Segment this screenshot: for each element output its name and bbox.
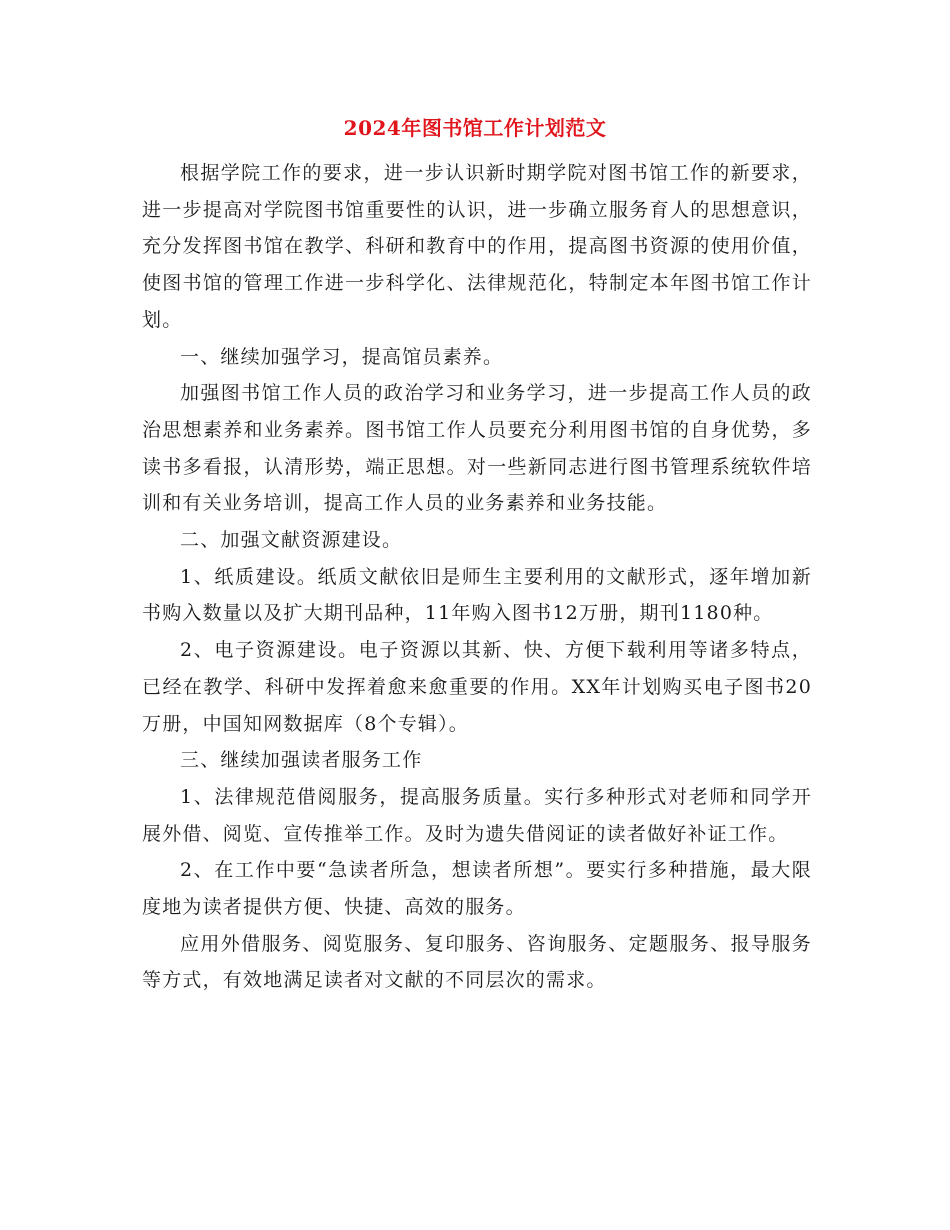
document-body xyxy=(142,155,812,999)
paragraph-electronic-resources: 2、电子资源建设。电子资源以其新、快、方便下载利用等诸多特点，已经在教学、科研中发挥着愈来愈重要的作用。XX年计划购买电子图书20万册，中国知网数据库（8个专辑）。 xyxy=(142,639,812,735)
paragraph-paper-resources: 1、纸质建设。纸质文献依旧是师生主要利用的文献形式，逐年增加新书购入数量以及扩大期刊品种，11年购入图书12万册，期刊1180种。 xyxy=(142,565,812,625)
section-heading-1: 一、继续加强学习，提高馆员素养。 xyxy=(180,345,504,368)
paragraph-learning: 加强图书馆工作人员的政治学习和业务学习，进一步提高工作人员的政治思想素养和业务素养。图书馆工作人员要充分利用图书馆的自身优势，多读书多看报，认清形势，端正思想。对一些新同志进行图书管理系统软件培训和有关业务培训，提高工作人员的业务素养和业务技能。 xyxy=(142,382,812,515)
paragraph-reader-needs: 2、在工作中要“急读者所急，想读者所想”。要实行多种措施，最大限度地为读者提供方便、快捷、高效的服务。 xyxy=(142,859,812,919)
paragraph-lending-service: 1、法律规范借阅服务，提高服务质量。实行多种形式对老师和同学开展外借、阅览、宣传推举工作。及时为遗失借阅证的读者做好补证工作。 xyxy=(142,785,812,845)
section-heading-2: 二、加强文献资源建设。 xyxy=(180,529,403,552)
section-heading-3: 三、继续加强读者服务工作 xyxy=(180,749,423,772)
paragraph-intro: 根据学院工作的要求，进一步认识新时期学院对图书馆工作的新要求，进一步提高对学院图书馆重要性的认识，进一步确立服务育人的思想意识，充分发挥图书馆在教学、科研和教育中的作用，提高图书资源的使用价值，使图书馆的管理工作进一步科学化、法律规范化，特制定本年图书馆工作计划。 xyxy=(142,162,812,331)
paragraph-service-methods: 应用外借服务、阅览服务、复印服务、咨询服务、定题服务、报导服务等方式，有效地满足读者对文献的不同层次的需求。 xyxy=(142,932,812,992)
document-title: 2024年图书馆工作计划范文 xyxy=(343,116,607,140)
